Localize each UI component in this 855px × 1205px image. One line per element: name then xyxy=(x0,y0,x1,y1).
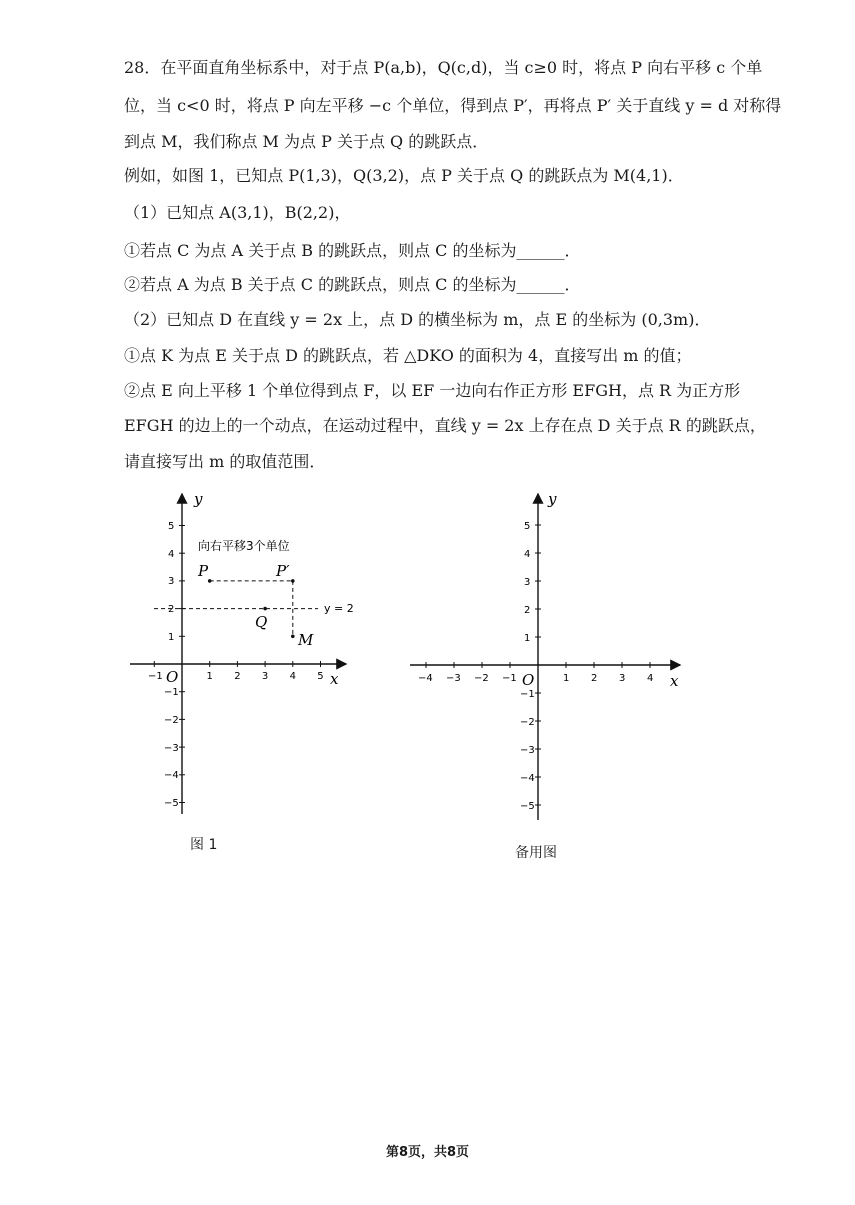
page-footer: 第8页，共8页 xyxy=(385,1145,470,1160)
y-tick-label: −1 xyxy=(520,689,535,700)
part1-intro-line: （1）已知点 A(3,1)，B(2,2)， xyxy=(124,203,351,222)
y-tick-label: −5 xyxy=(164,798,179,809)
y-tick-label: −3 xyxy=(520,745,535,756)
figure-2-caption: 备用图 xyxy=(515,845,557,861)
y-tick-label: 3 xyxy=(168,576,175,587)
point-p-prime xyxy=(291,579,295,583)
part2-question2-line-1: ②点 E 向上平移 1 个单位得到点 F，以 EF 一边向右作正方形 EFGH，点 R 为正方形 xyxy=(124,381,741,400)
y-tick-label: 5 xyxy=(524,521,531,532)
x-tick-label: 2 xyxy=(591,673,598,684)
y-tick-label: −5 xyxy=(520,801,535,812)
y-tick-label: 5 xyxy=(168,521,175,532)
x-tick-label: 3 xyxy=(261,671,269,682)
x-tick-label: 1 xyxy=(206,671,213,682)
y-tick-label: 2 xyxy=(524,605,531,616)
x-tick-label: 4 xyxy=(647,673,654,684)
y-tick-label: −2 xyxy=(520,717,535,728)
origin-label: O xyxy=(166,668,179,686)
point-p-label: P xyxy=(198,562,209,580)
point-m-label: M xyxy=(298,631,314,649)
y-tick-label: −1 xyxy=(164,687,179,698)
figure-1-svg xyxy=(120,488,360,828)
figure-2 xyxy=(400,488,690,828)
x-tick-label: −1 xyxy=(502,673,517,684)
x-tick-label: −1 xyxy=(148,671,163,682)
point-q xyxy=(263,607,267,611)
x-tick-label: 3 xyxy=(619,673,626,684)
problem-line-2: 位，当 c<0 时，将点 P 向左平移 −c 个单位，得到点 P′，再将点 P′ 关于直线 y = d 对称得 xyxy=(124,96,782,115)
point-q-label: Q xyxy=(255,613,268,631)
part2-intro-line: （2）已知点 D 在直线 y = 2x 上，点 D 的横坐标为 m，点 E 的坐标为 (0,3m)． xyxy=(124,310,711,329)
y-tick-label: 3 xyxy=(524,577,531,588)
problem-line-1: 28．在平面直角坐标系中，对于点 P(a,b)，Q(c,d)，当 c≥0 时，将点 P 向右平移 c 个单 xyxy=(124,58,763,77)
x-tick-label: 2 xyxy=(234,671,241,682)
point-m xyxy=(291,635,295,639)
y-tick-label: −4 xyxy=(520,773,535,784)
figure-2-svg xyxy=(400,488,690,828)
y-axis-label: y xyxy=(548,490,557,508)
x-axis-label: x xyxy=(670,672,679,690)
part2-question2-line-3: 请直接写出 m 的取值范围． xyxy=(124,452,326,471)
y-axis-label: y xyxy=(194,490,203,508)
y-tick-label: −2 xyxy=(164,715,179,726)
x-tick-label: 1 xyxy=(563,673,570,684)
y-tick-label: 1 xyxy=(168,632,175,643)
y-tick-label: 4 xyxy=(168,549,175,560)
x-axis-label: x xyxy=(330,670,339,688)
point-p-prime-label: P′ xyxy=(276,562,290,580)
x-tick-label: −2 xyxy=(474,673,489,684)
translation-annotation: 向右平移3个单位 xyxy=(198,539,290,553)
x-tick-label: 5 xyxy=(317,671,324,682)
figure-1 xyxy=(120,488,360,828)
problem-line-3: 到点 M，我们称点 M 为点 P 关于点 Q 的跳跃点． xyxy=(124,132,489,151)
point-p xyxy=(208,579,212,583)
part1-question2-line: ②若点 A 为点 B 关于点 C 的跳跃点，则点 C 的坐标为______． xyxy=(124,275,581,294)
y-tick-label: 1 xyxy=(524,633,531,644)
part2-question2-line-2: EFGH 的边上的一个动点，在运动过程中，直线 y = 2x 上存在点 D 关于点 R 的跳跃点， xyxy=(124,416,766,435)
figure-1-caption: 图 1 xyxy=(190,837,218,853)
x-tick-label: −4 xyxy=(418,673,433,684)
x-tick-label: 4 xyxy=(289,671,296,682)
y-tick-label: 4 xyxy=(524,549,531,560)
problem-example-line: 例如，如图 1，已知点 P(1,3)，Q(3,2)，点 P 关于点 Q 的跳跃点为 M(4,1)． xyxy=(124,166,684,185)
origin-label: O xyxy=(522,671,535,689)
x-tick-label: −3 xyxy=(446,673,461,684)
y-tick-label: −3 xyxy=(164,743,179,754)
y-tick-label: 2 xyxy=(168,604,175,615)
y-tick-label: −4 xyxy=(164,770,179,781)
part1-question1-line: ①若点 C 为点 A 关于点 B 的跳跃点，则点 C 的坐标为______． xyxy=(124,241,581,260)
line-label: y = 2 xyxy=(324,602,354,615)
part2-question1-line: ①点 K 为点 E 关于点 D 的跳跃点，若 △DKO 的面积为 4，直接写出 m 的值； xyxy=(124,346,692,365)
